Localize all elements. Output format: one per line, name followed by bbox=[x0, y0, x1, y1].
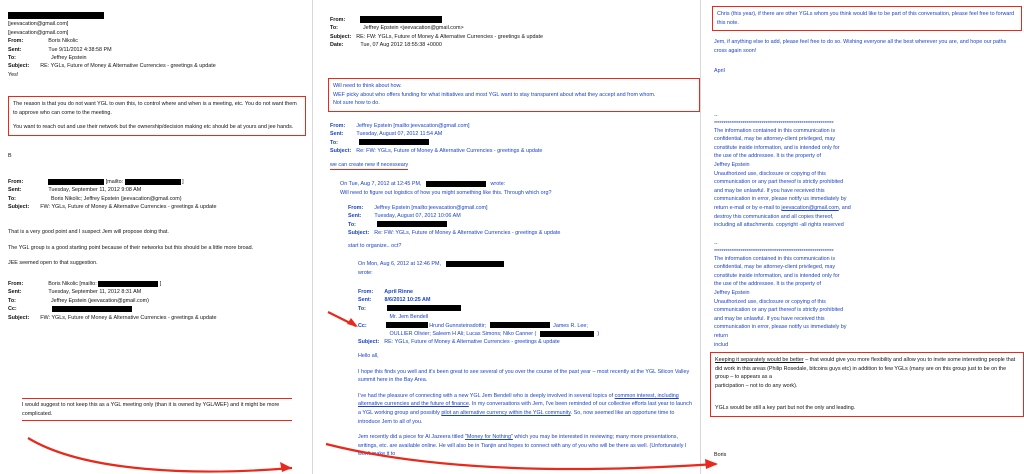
email-message-top bbox=[330, 16, 690, 50]
from-header bbox=[8, 280, 304, 288]
sent-value: 8/6/2012 10:25 AM bbox=[384, 297, 431, 304]
to-label: To: bbox=[8, 195, 16, 202]
redaction-block bbox=[359, 139, 429, 145]
legal-line: Jeffrey Epstein bbox=[714, 161, 750, 168]
cc-header bbox=[8, 305, 304, 313]
from-value-end: ] bbox=[159, 281, 162, 287]
from-label: From: bbox=[8, 281, 24, 287]
highlight-underline: Keeping it separately would be better bbox=[715, 357, 804, 363]
subject-header bbox=[348, 229, 690, 237]
column-divider-1 bbox=[312, 0, 313, 474]
to-header bbox=[348, 221, 690, 229]
to-value: Jeffrey Epstein <jeevacation@gmail.com> bbox=[362, 25, 464, 32]
signature-text: B bbox=[8, 153, 12, 159]
column-divider-2 bbox=[700, 0, 701, 474]
highlight-paragraph-2: You want to reach out and use their network but the ownership/decision making etc should be at yours and jee hands. bbox=[13, 124, 294, 131]
sent-label: Sent: bbox=[330, 131, 344, 138]
quote-wrote: wrote: bbox=[358, 269, 373, 276]
legal-line: Unauthorized use, disclosure or copying of this bbox=[714, 298, 826, 305]
redaction-block bbox=[426, 181, 486, 187]
p3-part-b: which you may be interested in reviewing; many more presentations, writings, etc. are available online. He will also be in Tianjin and hopes to connect with any of you who will be there as well. (Unfortunately I won't make it to bbox=[358, 434, 687, 458]
highlight-paragraph-1: The reason is that you do not want YGL to own this, to control where and when is a meeting, etc. You do not want them to approve who can come to the meeting. bbox=[13, 101, 297, 116]
cc-header-2 bbox=[358, 330, 690, 338]
to-name: Mr. Jem Bendell bbox=[389, 314, 429, 321]
subject-label: Subject: bbox=[330, 148, 352, 155]
subject-header bbox=[330, 147, 690, 155]
highlight-box-1 bbox=[8, 96, 306, 136]
stars-divider: *************************************************************** bbox=[714, 120, 834, 127]
legal-line: destroy this communication and all copies thereof, bbox=[714, 213, 834, 220]
quote-date: On Tue, Aug 7, 2012 at 12:45 PM, bbox=[340, 181, 422, 187]
to-header bbox=[8, 195, 304, 203]
quoted-block-2 bbox=[358, 260, 688, 277]
legal-line: constitute inside information, and is intended only for bbox=[714, 144, 840, 151]
from-header bbox=[330, 16, 690, 24]
highlight-box-3 bbox=[712, 6, 1022, 31]
annotation-arrow bbox=[326, 310, 362, 332]
legal-line: and may be unlawful. If you have received this bbox=[714, 187, 825, 194]
date-value: Tue, 07 Aug 2012 18:55:38 +0000 bbox=[360, 42, 442, 49]
p3-part-a: Jem recently did a piece for Al Jazeera titled bbox=[358, 434, 464, 441]
from-header bbox=[8, 37, 304, 45]
p2-link-a: common interest, including alternative currencies and the future of finance bbox=[358, 392, 679, 408]
cc-label: Cc: bbox=[8, 306, 17, 313]
redaction-block bbox=[52, 306, 132, 312]
from-label: From: bbox=[8, 179, 24, 185]
reply-body-1 bbox=[8, 228, 298, 268]
column-left bbox=[0, 0, 310, 474]
subject-header bbox=[358, 338, 690, 346]
email-message-3 bbox=[348, 204, 690, 238]
from-label: From: bbox=[330, 17, 346, 23]
from-value: Boris Nikolic [mailto: bbox=[48, 281, 97, 287]
subject-header bbox=[8, 314, 304, 322]
stars-divider: *************************************************************** bbox=[714, 248, 834, 255]
cc-header bbox=[358, 322, 690, 330]
subject-label: Subject: bbox=[358, 339, 380, 346]
sent-header bbox=[358, 296, 690, 304]
body-text: Yes! bbox=[8, 72, 19, 78]
subject-value: FW: YGLs, Future of Money & Alternative Currencies - greetings & update bbox=[40, 314, 217, 321]
highlight-line-2: WEF picky about who offers funding for what initiatives and most YGL want to stay transparent about what they accept and from whom. bbox=[333, 91, 656, 98]
subject-label: Subject: bbox=[8, 314, 30, 321]
quote-date: On Mon, Aug 6, 2012 at 12:46 PM, bbox=[358, 261, 442, 267]
highlight-rest: – that would give you more flexibility and allow you to invite some interesting people that did work in this areas (Philip Rosedale, bitcoins guys etc) in addition to few YGLs (many are on this group just to be on the group – to appears as a bbox=[715, 357, 1016, 381]
quote-wrote: wrote: bbox=[490, 181, 506, 187]
highlight-box-4 bbox=[710, 352, 1024, 417]
subject-header bbox=[8, 62, 304, 70]
sent-label: Sent: bbox=[8, 289, 22, 296]
redaction-row bbox=[8, 12, 304, 20]
highlight-paragraph bbox=[717, 10, 1017, 27]
subject-label: Subject: bbox=[8, 204, 30, 211]
legal-line: The information contained in this communication is bbox=[714, 255, 836, 262]
sent-value: Tuesday, August 07, 2012 10:06 AM bbox=[374, 213, 461, 220]
from-header bbox=[8, 178, 304, 186]
highlight-part-b: if there are other YGLs whom you think would like to be part of this conversation, please feel free to forward this note. bbox=[717, 11, 1015, 26]
body-paragraph: That is a very good point and I suspect Jem will propose doing that. bbox=[8, 229, 169, 235]
subject-value: Re: FW: YGLs, Future of Money & Alternative Currencies - greetings & update bbox=[374, 230, 561, 237]
redaction-block bbox=[446, 261, 504, 267]
legal-line: communication or any part thereof is strictly prohibited bbox=[714, 307, 844, 314]
to-value: Jeffrey Epstein (jeevacation@gmail.com) bbox=[50, 297, 149, 304]
legal-line: Jeffrey Epstein bbox=[714, 289, 750, 296]
sent-label: Sent: bbox=[8, 187, 22, 194]
from-label: From: bbox=[330, 123, 346, 129]
quoted-block-1 bbox=[340, 180, 690, 197]
from-value: Jeffrey Epstein [mailto:jeevacation@gmail.com] bbox=[374, 205, 488, 211]
cc-names-4: ) bbox=[597, 331, 600, 338]
to-label: To: bbox=[330, 25, 338, 32]
subject-value: FW: YGLs, Future of Money & Alternative Currencies - greetings & update bbox=[40, 204, 217, 211]
from-label: From: bbox=[8, 38, 24, 45]
date-label: Date: bbox=[330, 42, 344, 49]
legal-line: communication or any part thereof is strictly prohibited bbox=[714, 179, 844, 186]
subject-value: RE: YGLs, Future of Money & Alternative Currencies - greetings & update bbox=[384, 339, 560, 346]
to-value: [jeevacation@gmail.com] bbox=[8, 29, 69, 36]
to-line bbox=[8, 29, 304, 37]
sent-value: Tuesday, August 07, 2012 11:54 AM bbox=[356, 131, 443, 138]
cc-names-2: James R. Lee; bbox=[553, 322, 588, 329]
highlight-box-2 bbox=[328, 78, 700, 112]
subject-header bbox=[8, 203, 304, 211]
to-label: To: bbox=[330, 139, 338, 146]
to-label: To: bbox=[358, 305, 366, 312]
sent-header bbox=[8, 288, 304, 296]
sent-label: Sent: bbox=[358, 297, 372, 304]
redaction-block bbox=[48, 179, 104, 185]
to-header bbox=[330, 24, 690, 32]
cc-names-1: Hrund Gunnsteinsdottir; bbox=[429, 322, 487, 329]
to-label: To: bbox=[8, 297, 16, 304]
sent-label: Sent: bbox=[8, 46, 22, 53]
from-value-end: ] bbox=[182, 179, 184, 185]
body-paragraph-1: I hope this finds you well and it's been great to see several of you over the course of the past year – most recently at the YGL Silicon Valley summit here in the Bay Area. bbox=[358, 368, 690, 384]
from-line bbox=[8, 20, 304, 28]
subject-label: Subject: bbox=[330, 33, 352, 40]
legal-line: including all attachments. copyright -all rights reserved bbox=[714, 222, 844, 229]
legal-line: constitute inside information, and is intended only for bbox=[714, 272, 840, 279]
redaction-block bbox=[387, 305, 461, 311]
to-header bbox=[330, 139, 690, 147]
highlight-line-3: Not sure how to do. bbox=[333, 100, 380, 107]
closing-text: Jem, if anything else to add, please feel free to do so. Wishing everyone all the best wherever you are, and hope our paths cross again soon! bbox=[714, 39, 1007, 54]
legal-line: return bbox=[714, 332, 729, 339]
legal-part-a: return e-mail or by e-mail to bbox=[714, 204, 780, 211]
subject-label: Subject: bbox=[8, 63, 30, 70]
annotation-arrow bbox=[24, 432, 304, 474]
legal-line: The information contained in this communication is bbox=[714, 127, 836, 134]
greeting-text: Hello all, bbox=[358, 353, 379, 359]
dash-divider: -- bbox=[714, 113, 718, 119]
redaction-block bbox=[125, 179, 181, 185]
body-yes bbox=[8, 72, 18, 78]
highlight-paragraph-3: YGLs would be still a key part but not the only and leading. bbox=[715, 405, 856, 412]
annotation-arrow-long bbox=[324, 440, 727, 474]
email-link[interactable]: jeevacation@gmail.com bbox=[781, 204, 839, 211]
to-label: To: bbox=[348, 221, 356, 228]
to-value: Boris Nikolic; Jeffrey Epstein (jeevacation@gmail.com) bbox=[50, 195, 182, 202]
redaction-block bbox=[540, 331, 594, 337]
email-message-2 bbox=[330, 122, 690, 156]
sent-value: Tuesday, September 11, 2012 8:31 AM bbox=[48, 289, 142, 296]
subject-value: Re: FW: YGLs, Future of Money & Alternative Currencies - greetings & update bbox=[356, 148, 543, 155]
sent-header bbox=[348, 212, 690, 220]
legal-line: confidential, may be attorney-client privileged, may bbox=[714, 136, 836, 143]
sent-label: Sent: bbox=[348, 213, 362, 220]
body-organize bbox=[348, 243, 401, 249]
signature-b bbox=[8, 153, 12, 159]
closing-paragraph bbox=[714, 38, 1012, 76]
from-value: [mailto: bbox=[105, 179, 124, 185]
signature-boris bbox=[714, 452, 726, 458]
sent-header bbox=[330, 130, 690, 138]
quote-body: Will need to figure out logistics of how you might something like this. Through which org? bbox=[340, 189, 552, 196]
body-paragraph-2 bbox=[358, 392, 692, 426]
highlight-paragraph: I would suggest to not keep this as a YGL meeting only (than it is owned by YGL/WEF) and it might be more complicated. bbox=[22, 402, 280, 417]
legal-line: the use of the addressee. It is the property of bbox=[714, 153, 821, 160]
legal-line: communication in error, please notify us immediately by bbox=[714, 324, 847, 331]
legal-line: and may be unlawful. If you have received this bbox=[714, 315, 825, 322]
legal-line: communication in error, please notify us immediately by bbox=[714, 196, 847, 203]
to-label: To: bbox=[8, 55, 16, 62]
body-text: start to organize.. oct? bbox=[348, 243, 402, 249]
legal-line: confidential, may be attorney-client privileged, may bbox=[714, 264, 836, 271]
email-message-4 bbox=[358, 288, 690, 347]
email-message-2 bbox=[8, 178, 304, 212]
to-name: Jeffrey Epstein bbox=[50, 55, 87, 62]
body-paragraph: The YGL group is a good starting point because of their networks but this should be a little more broad. bbox=[8, 244, 254, 251]
highlight-paragraph-2: participation – not to do any work). bbox=[715, 382, 798, 389]
legal-disclaimer-1 bbox=[714, 112, 1014, 230]
legal-line: the use of the addressee. It is the property of bbox=[714, 281, 821, 288]
from-header bbox=[348, 204, 690, 212]
from-header bbox=[358, 288, 690, 296]
p3-link[interactable]: "Money for Nothing" bbox=[464, 434, 513, 441]
to-name-row bbox=[358, 313, 690, 321]
legal-disclaimer-2 bbox=[714, 240, 1014, 349]
highlight-paragraph-1 bbox=[715, 356, 1019, 382]
redaction-block bbox=[360, 16, 442, 23]
from-label: From: bbox=[348, 205, 364, 211]
body-paragraph: JEE seemed open to that suggestion. bbox=[8, 260, 98, 267]
sent-value: Tuesday, September 11, 2012 9:08 AM bbox=[48, 187, 142, 194]
from-header bbox=[330, 122, 690, 130]
from-value: Jeffrey Epstein [mailto:jeevacation@gmail.com] bbox=[356, 123, 470, 129]
email-message-3 bbox=[8, 280, 304, 322]
redaction-block bbox=[8, 12, 104, 19]
legal-line: Unauthorized use, disclosure or copying of this bbox=[714, 170, 826, 177]
signature-april: April bbox=[714, 68, 725, 75]
signature-text: Boris bbox=[714, 452, 727, 458]
email-message-1 bbox=[8, 12, 304, 71]
to-header bbox=[8, 297, 304, 305]
to-header bbox=[358, 305, 690, 313]
subject-header bbox=[330, 33, 690, 41]
subject-value: RE: YGLs, Future of Money & Alternative Currencies - greetings & update bbox=[40, 63, 216, 70]
cc-names-3: OULLIER Olivier; Saleem H Ali; Lucas Simons; Niko Canner ( bbox=[389, 331, 537, 338]
p2-link-b: pilot an alternative currency within the YGL community bbox=[441, 409, 571, 416]
quote-header bbox=[358, 260, 688, 269]
highlight-underline-text bbox=[22, 398, 292, 421]
quote-header bbox=[340, 180, 690, 189]
from-label: From: bbox=[358, 289, 374, 295]
from-value: April Rinne bbox=[384, 289, 414, 295]
redaction-block bbox=[98, 281, 158, 287]
dash-divider: -- bbox=[714, 241, 718, 247]
highlight-line-1: Will need to think about how. bbox=[333, 83, 402, 89]
date-header bbox=[330, 41, 690, 49]
subject-value: RE: FW: YGLs, Future of Money & Alternative Currencies - greetings & update bbox=[356, 33, 544, 40]
p2-part-b: . In my conversations with Jem, I've been reminded of our collective efforts last year to launch a YGL working group and possibly bbox=[358, 401, 692, 416]
sent-header bbox=[8, 186, 304, 194]
column-middle bbox=[318, 0, 698, 474]
subject-label: Subject: bbox=[348, 230, 370, 237]
redaction-block bbox=[386, 322, 428, 328]
highlight-part-a: Chris (this year), bbox=[717, 11, 757, 17]
legal-line-email bbox=[714, 204, 1014, 213]
note-text: we can create new if necesseary bbox=[330, 162, 409, 168]
p2-part-a: I've had the pleasure of connecting with a new YGL Jem Bendell who is deeply involved in several topics of bbox=[358, 392, 614, 399]
redaction-block bbox=[377, 221, 447, 227]
legal-line: includ bbox=[714, 341, 729, 348]
sent-header bbox=[8, 46, 304, 54]
underlined-note bbox=[330, 162, 408, 168]
p2-part-c: . So, now seemed like an opportune time to introduce Jem to all of you. bbox=[358, 409, 675, 425]
to-header bbox=[8, 54, 304, 62]
from-value: [jeevacation@gmail.com] bbox=[8, 21, 69, 28]
redaction-block bbox=[490, 322, 550, 328]
legal-part-b: , and bbox=[838, 204, 851, 211]
column-right bbox=[706, 0, 1024, 474]
from-name: Boris Nikolic bbox=[48, 38, 78, 45]
sent-value: Tue 9/11/2012 4:38:58 PM bbox=[48, 46, 112, 53]
cc-label: Cc: bbox=[358, 322, 367, 329]
